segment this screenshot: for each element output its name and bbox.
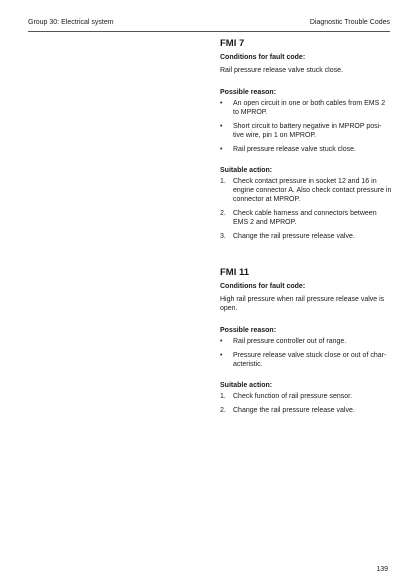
fmi-11-action-heading: Suitable action: bbox=[220, 382, 273, 389]
fmi-11-conditions-text: High rail pressure when rail pressure release valve is open. bbox=[220, 296, 385, 312]
action-text: Check function of rail pressure sensor. bbox=[233, 393, 353, 400]
number-marker: 3. bbox=[220, 233, 226, 240]
reason-text: Rail pressure controller out of range. bbox=[233, 338, 347, 345]
reason-text: An open circuit in one or both cables from EMS 2 to MPROP. bbox=[233, 100, 386, 116]
fmi-11-action-list bbox=[220, 392, 392, 415]
action-text: Check cable harness and connectors between EMS 2 and MPROP. bbox=[233, 210, 377, 226]
fmi-11-section bbox=[220, 267, 392, 415]
fmi-11-conditions-heading: Conditions for fault code: bbox=[220, 283, 306, 290]
number-marker: 1. bbox=[220, 178, 226, 185]
list-item bbox=[220, 122, 392, 140]
bullet-marker: • bbox=[220, 338, 223, 345]
number-marker: 2. bbox=[220, 210, 226, 217]
header-group-title: Group 30: Electrical system bbox=[28, 19, 114, 26]
bullet-marker: • bbox=[220, 352, 223, 359]
bullet-marker: • bbox=[220, 146, 223, 153]
action-text: Change the rail pressure release valve. bbox=[233, 233, 355, 240]
action-text: Change the rail pressure release valve. bbox=[233, 407, 355, 414]
bullet-marker: • bbox=[220, 123, 223, 130]
list-item bbox=[220, 145, 392, 154]
list-item bbox=[220, 209, 392, 227]
list-item bbox=[220, 406, 392, 415]
list-item bbox=[220, 177, 392, 204]
reason-text: Short circuit to battery negative in MPROP posi-tive wire, pin 1 on MPROP. bbox=[233, 123, 382, 139]
fmi-11-reason-heading: Possible reason: bbox=[220, 327, 277, 334]
page-number: 139 bbox=[376, 566, 388, 573]
fmi-7-reason-list bbox=[220, 99, 392, 154]
fmi-7-action-heading: Suitable action: bbox=[220, 167, 273, 174]
list-item bbox=[220, 232, 392, 241]
reason-text: Pressure release valve stuck close or out of char-acteristic. bbox=[233, 352, 387, 368]
fmi-7-conditions-text: Rail pressure release valve stuck close. bbox=[220, 67, 343, 74]
fmi-7-conditions-heading: Conditions for fault code: bbox=[220, 54, 306, 61]
bullet-marker: • bbox=[220, 100, 223, 107]
fmi-7-title: FMI 7 bbox=[220, 38, 245, 49]
number-marker: 1. bbox=[220, 393, 226, 400]
fmi-7-reason-heading: Possible reason: bbox=[220, 89, 277, 96]
fmi-7-section bbox=[220, 38, 392, 241]
reason-text: Rail pressure release valve stuck close. bbox=[233, 146, 356, 153]
list-item bbox=[220, 99, 392, 117]
fmi-11-reason-list bbox=[220, 337, 392, 369]
action-text: Check contact pressure in socket 12 and 16 in engine connector A. Also check contact pressure in connector at MPROP. bbox=[233, 178, 392, 203]
fmi-7-action-list bbox=[220, 177, 392, 241]
page-header bbox=[28, 17, 390, 32]
number-marker: 2. bbox=[220, 407, 226, 414]
header-section-title: Diagnostic Trouble Codes bbox=[309, 19, 390, 26]
list-item bbox=[220, 392, 392, 401]
list-item bbox=[220, 337, 392, 346]
fmi-11-title: FMI 11 bbox=[220, 267, 250, 278]
list-item bbox=[220, 351, 392, 369]
